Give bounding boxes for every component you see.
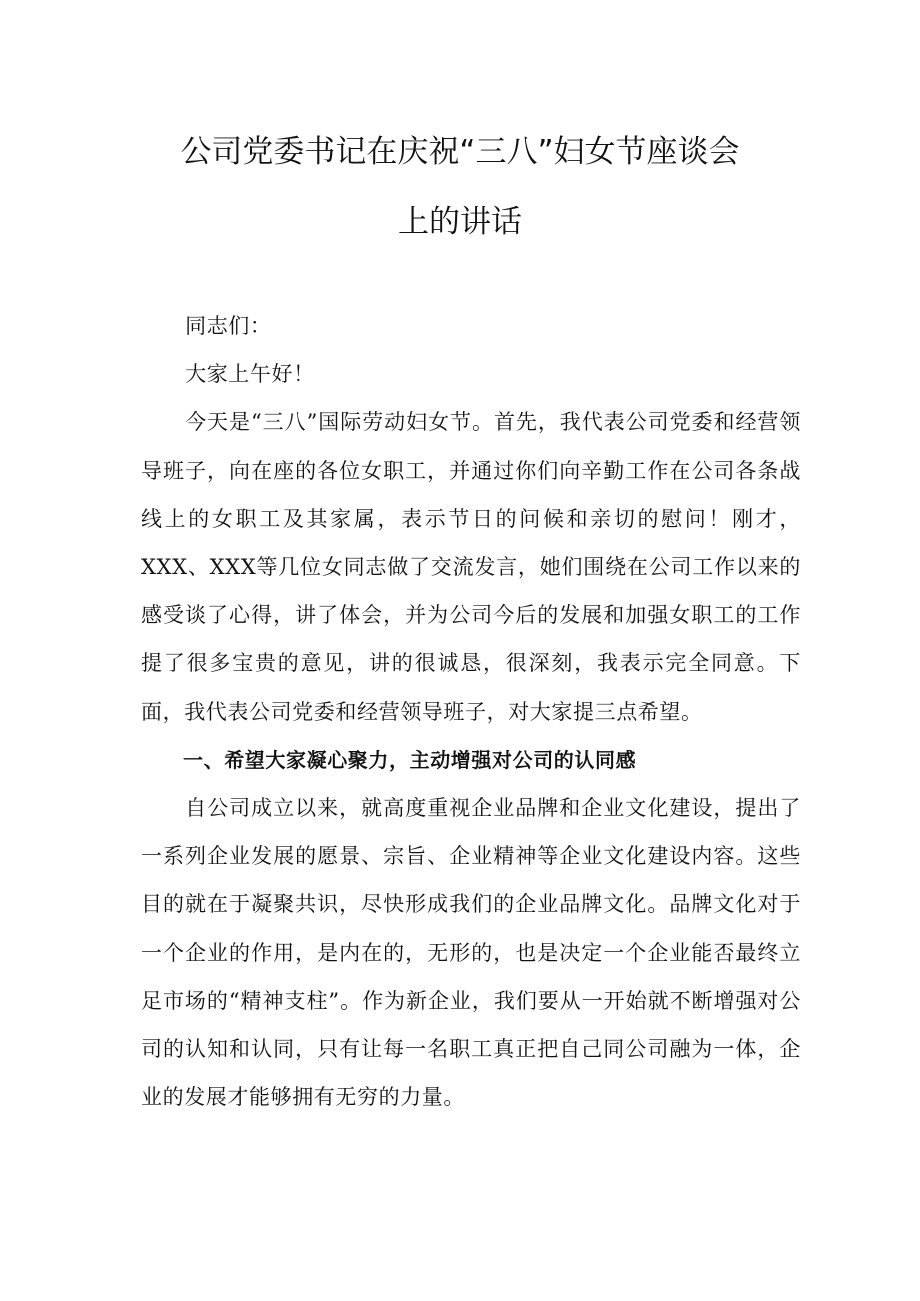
paragraph-opening: 今天是“三八”国际劳动妇女节。首先，我代表公司党委和经营领导班子，向在座的各位女职工，并通过你们向辛勤工作在公司各条战线上的女职工及其家属，表示节日的问候和亲切的慰问！刚才，XXX、XXX等几位女同志做了交流发言，她们围绕在公司工作以来的感受谈了心得，讲了体会，并为公司今后的发展和加强女职工的工作提了很多宝贵的意见，讲的很诚恳，很深刻，我表示完全同意。下面，我代表公司党委和经营领导班子，对大家提三点希望。	[141, 410, 801, 724]
document-body	[141, 302, 801, 1121]
salutation: 同志们：	[185, 314, 272, 338]
document-title-line-2: 上的讲话	[398, 204, 522, 240]
section-heading-1: 一、希望大家凝心聚力，主动增强对公司的认同感	[183, 747, 637, 772]
document-title-line-1: 公司党委书记在庆祝“三八”妇女节座谈会	[180, 134, 740, 170]
greeting: 大家上午好！	[185, 362, 315, 387]
paragraph-section-1: 自公司成立以来，就高度重视企业品牌和企业文化建设，提出了一系列企业发展的愿景、宗旨、企业精神等企业文化建设内容。这些目的就在于凝聚共识，尽快形成我们的企业品牌文化。品牌文化对于一个企业的作用，是内在的，无形的，也是决定一个企业能否最终立足市场的“精神支柱”。作为新企业，我们要从一开始就不断增强对公司的认知和认同，只有让每一名职工真正把自己同公司融为一体，企业的发展才能够拥有无穷的力量。	[141, 796, 801, 1110]
